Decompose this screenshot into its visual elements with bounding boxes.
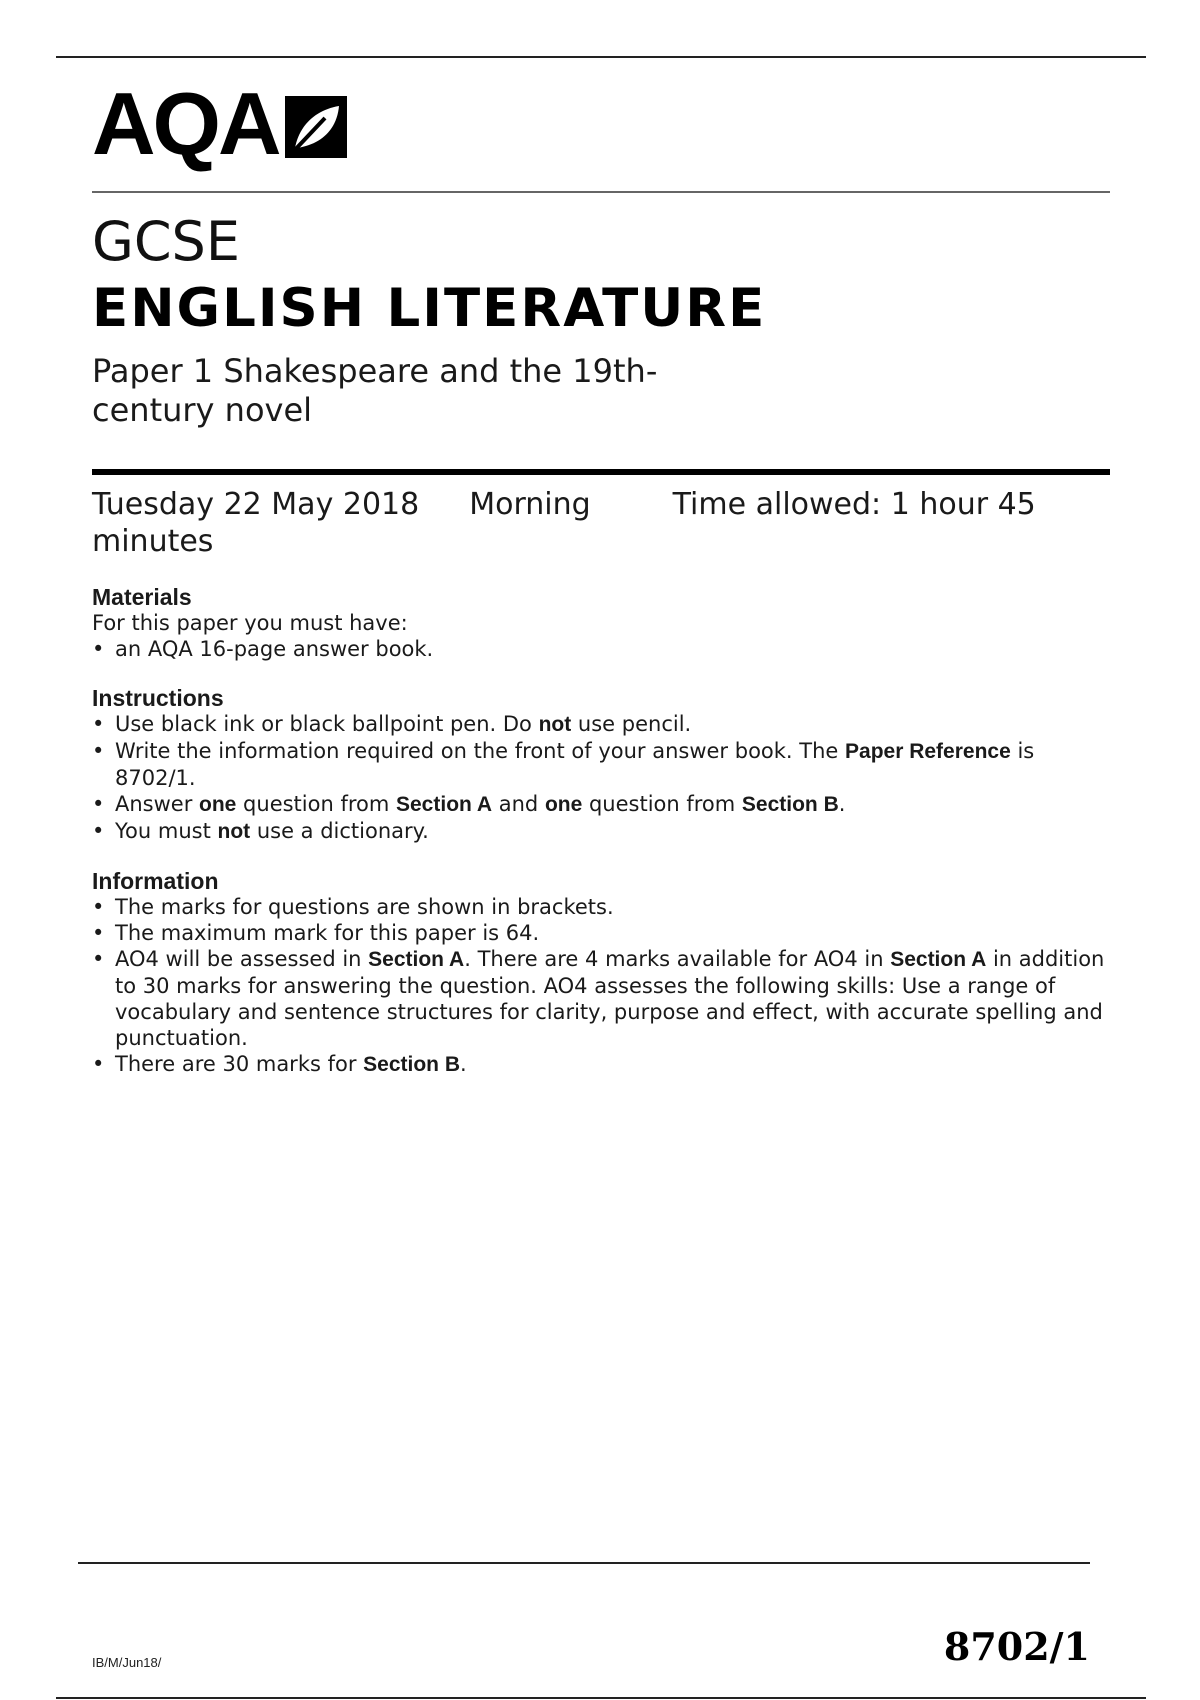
list-item: • AO4 will be assessed in Section A. There are 4 marks available for AO4 in Section A in addition to 30 marks for answering the question. AO4 assesses the following skills: Use a range of vocabulary and sentence structures for clarity, purpose and effect, with accurate spelling and punctuation. xyxy=(92,946,1112,1051)
exam-date: Tuesday 22 May 2018 xyxy=(92,487,420,522)
list-item: • an AQA 16-page answer book. xyxy=(92,636,1112,662)
leaf-icon xyxy=(285,96,347,162)
list-item: • There are 30 marks for Section B. xyxy=(92,1051,1112,1078)
footer-reference: IB/M/Jun18/ xyxy=(92,1655,162,1670)
subject-title: ENGLISH LITERATURE xyxy=(92,278,767,339)
instructions-section xyxy=(92,685,1112,845)
bottom-rule xyxy=(56,1697,1146,1699)
footer-rule xyxy=(78,1562,1090,1564)
paper-code: 8702/1 xyxy=(943,1624,1090,1669)
exam-session: Morning xyxy=(469,487,591,522)
list-item: • The marks for questions are shown in brackets. xyxy=(92,894,1112,920)
materials-lead: For this paper you must have: xyxy=(92,611,408,635)
list-item: • Write the information required on the front of your answer book. The Paper Reference is 8702/1. xyxy=(92,738,1112,791)
materials-heading: Materials xyxy=(92,584,192,610)
materials-section xyxy=(92,584,1112,662)
list-item: • You must not use a dictionary. xyxy=(92,818,1112,845)
information-section xyxy=(92,868,1112,1078)
logo-divider xyxy=(92,191,1110,193)
information-heading: Information xyxy=(92,868,219,894)
list-item: • The maximum mark for this paper is 64. xyxy=(92,920,1112,946)
qualification-title: GCSE xyxy=(92,210,240,273)
aqa-logo xyxy=(92,74,347,173)
exam-date-line xyxy=(92,486,1092,560)
instructions-heading: Instructions xyxy=(92,685,224,711)
thick-divider xyxy=(92,469,1110,475)
top-rule xyxy=(56,56,1146,58)
logo-text: AQA xyxy=(92,74,279,173)
list-item: • Answer one question from Section A and one question from Section B. xyxy=(92,791,1112,818)
list-item: • Use black ink or black ballpoint pen. Do not use pencil. xyxy=(92,711,1112,738)
time-allowed: Time allowed: 1 hour 45 minutes xyxy=(92,487,1036,559)
exam-notes xyxy=(92,584,1112,1101)
paper-title: Paper 1 Shakespeare and the 19th-century novel xyxy=(92,352,658,429)
